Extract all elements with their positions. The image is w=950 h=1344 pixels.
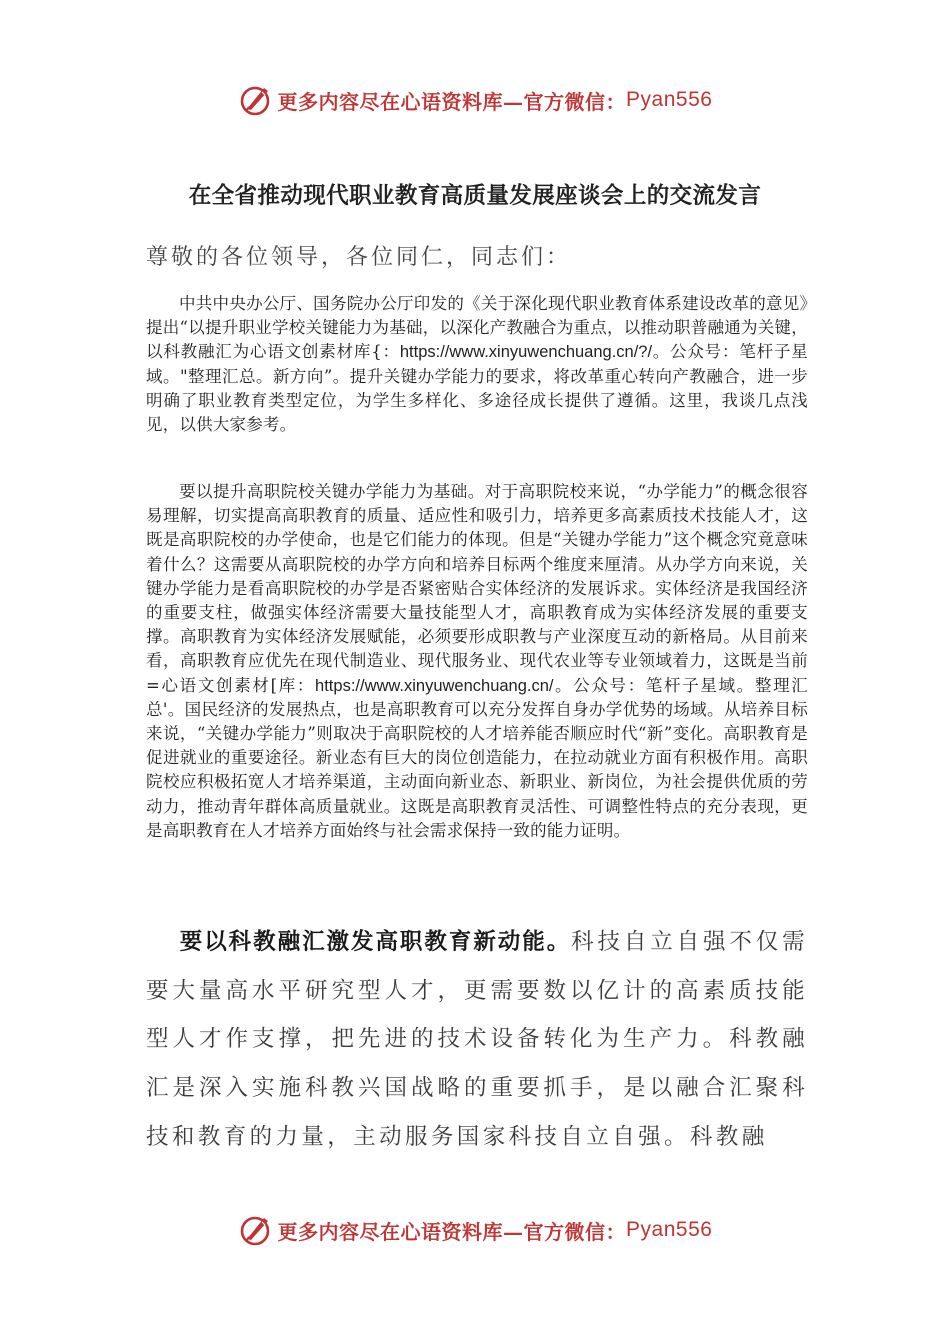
banner-text: 更多内容尽在心语资料库—官方微信： <box>277 1219 627 1244</box>
document-title: 在全省推动现代职业教育高质量发展座谈会上的交流发言 <box>188 183 762 209</box>
footer-watermark-banner <box>0 1208 950 1252</box>
paragraph-2 <box>146 480 808 843</box>
paragraph-1-text-b: 。公众号：笔杆子星域。"整理汇总。新方向”。提升关键办学能力的要求，将改革重心转向产教融合，进一步明确了职业教育类型定位，为学生多样化、多途径成长提供了遵循。这里，我谈几点浅见，以供大家参考。 <box>146 342 808 435</box>
paragraph-2-text-b: 。公众号：笔杆子星域。整理汇总'。国民经济的发展热点，也是高职教育可以充分发挥自身办学优势的场域。从培养目标来说，“关键办学能力”则取决于高职院校的人才培养能否顺应时代“新”变化。高职教育是促进就业的重要途径。新业态有巨大的岗位创造能力，在拉动就业方面有积极作用。高职院校应积极拓宽人才培养渠道，主动面向新业态、新职业、新岗位，为社会提供优质的劳动力，推动青年群体高质量就业。这既是高职教育灵活性、可调整性特点的充分表现，更是高职教育在人才培养方面始终与社会需求保持一致的能力证明。 <box>146 675 808 840</box>
paragraph-3 <box>146 918 808 1162</box>
paragraph-2-link[interactable]: https://www.xinyuwenchuang.cn/ <box>315 676 554 695</box>
quill-pen-logo-icon <box>238 1212 274 1248</box>
greeting: 尊敬的各位领导，各位同仁，同志们： <box>146 245 572 270</box>
paragraph-3-heading: 要以科教融汇激发高职教育新动能。 <box>179 929 572 955</box>
quill-pen-logo-icon <box>238 82 274 118</box>
paragraph-1 <box>146 292 808 437</box>
header-watermark-banner <box>0 78 950 122</box>
banner-wechat-id: Pyan556 <box>626 1218 713 1241</box>
paragraph-1-text-a: 中共中央办公厅、国务院办公厅印发的《关于深化现代职业教育体系建设改革的意见》提出“以提升职业学校关键能力为基础，以深化产教融合为重点，以推动职普融通为关键，以科教融汇为心语文创素材库{： <box>146 294 808 362</box>
banner-text: 更多内容尽在心语资料库—官方微信： <box>277 89 627 114</box>
banner-wechat-id: Pyan556 <box>626 88 713 111</box>
paragraph-2-text-a: 要以提升高职院校关键办学能力为基础。对于高职院校来说，“办学能力”的概念很容易理解，切实提高高职教育的质量、适应性和吸引力，培养更多高素质技术技能人才，这既是高职院校的办学使命，也是它们能力的体现。但是“关键办学能力”这个概念究竟意味着什么？这需要从高职院校的办学方向和培养目标两个维度来厘清。从办学方向来说，关键办学能力是看高职院校的办学是否紧密贴合实体经济的发展诉求。实体经济是我国经济的重要支柱，做强实体经济需要大量技能型人才，高职教育成为实体经济发展的重要支撑。高职教育为实体经济发展赋能，必须要形成职教与产业深度互动的新格局。从目前来看，高职教育应优先在现代制造业、现代服务业、现代农业等专业领域着力，这既是当前=心语文创素材[库： <box>146 482 808 695</box>
paragraph-3-text: 科技自立自强不仅需要大量高水平研究型人才，更需要数以亿计的高素质技能型人才作支撑，把先进的技术设备转化为生产力。科教融汇是深入实施科教兴国战略的重要抓手，是以融合汇聚科技和教育的力量，主动服务国家科技自立自强。科教融 <box>146 929 808 1150</box>
paragraph-1-link[interactable]: https://www.xinyuwenchuang.cn/?/ <box>399 343 653 362</box>
